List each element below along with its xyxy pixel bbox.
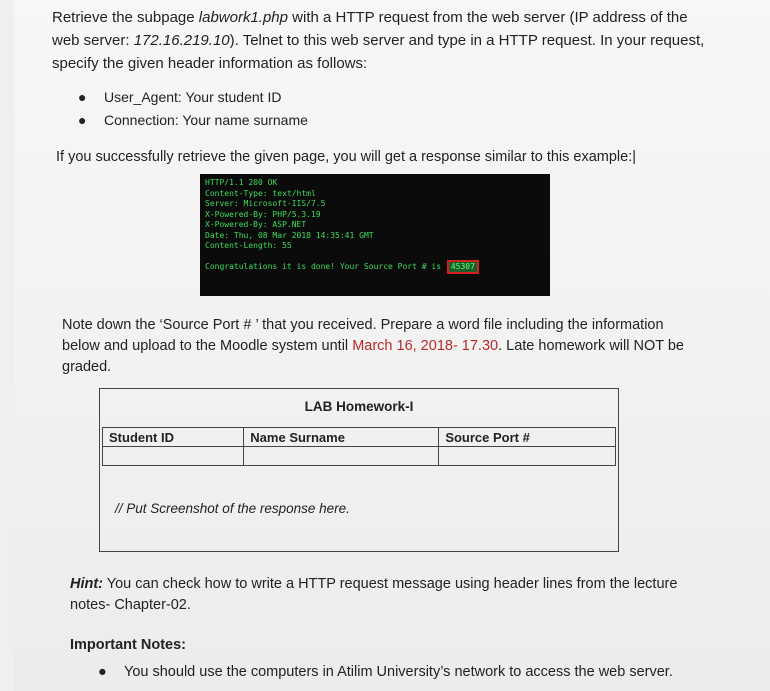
intro-text-a: Retrieve the subpage: [52, 9, 199, 26]
terminal-line: Date: Thu, 08 Mar 2018 14:35:41 GMT: [205, 230, 374, 240]
bullet-text: User_Agent: Your student ID: [104, 89, 282, 105]
source-port-highlight: 45307: [447, 260, 479, 275]
bullet-dot-icon: ●: [78, 89, 87, 105]
server-ip: 172.16.219.10: [133, 32, 230, 49]
cell-source-port: [439, 447, 616, 466]
bullet-text: Connection: Your name surname: [104, 112, 308, 128]
screenshot-placeholder-note: // Put Screenshot of the response here.: [115, 501, 350, 516]
bullet-dot-icon: ●: [78, 112, 87, 128]
terminal-line: Content-Type: text/html: [205, 188, 316, 198]
important-note-text: You should use the computers in Atilim University’s network to access the web server.: [124, 664, 673, 680]
note-text-b: . Late homework will NOT be graded.: [62, 338, 684, 375]
hint-paragraph: [70, 574, 710, 616]
header-name-surname: Name Surname: [244, 428, 439, 447]
subpage-filename: labwork1.php: [198, 9, 288, 26]
deadline-date: March 16, 2018- 17.30: [352, 338, 499, 354]
table-row: [103, 447, 616, 466]
homework-template-box: [99, 388, 619, 552]
table-row: [103, 428, 616, 447]
intro-text-c: ). Telnet to this web server and type in a HTTP request. In your request, specify the given header information as follows:: [52, 32, 705, 72]
bullet-dot-icon: ●: [98, 664, 107, 680]
terminal-congrats-line: [205, 260, 550, 275]
header-student-id: Student ID: [103, 428, 244, 447]
note-paragraph: [62, 315, 702, 378]
hint-text: You can check how to write a HTTP request message using header lines from the lecture notes- Chapter-02.: [70, 576, 678, 613]
congrats-text: Congratulations it is done! Your Source Port # is: [205, 261, 446, 271]
important-notes-heading: Important Notes:: [70, 637, 186, 653]
terminal-line: X-Powered-By: ASP.NET: [205, 220, 307, 229]
cell-name-surname: [244, 447, 439, 466]
homework-table: [102, 427, 616, 466]
terminal-line: X-Powered-By: PHP/5.3.19: [205, 209, 321, 219]
document-page: [14, 0, 770, 691]
intro-paragraph: [52, 6, 712, 75]
terminal-line: HTTP/1.1 200 OK: [205, 178, 278, 187]
homework-title: LAB Homework-I: [304, 399, 414, 414]
note-text-a: Note down the ‘Source Port # ’ that you received. Prepare a word file including the information below and upload to the Moodle system until: [62, 317, 664, 354]
hint-label: Hint:: [70, 576, 104, 592]
cell-student-id: [103, 447, 244, 466]
success-paragraph: If you successfully retrieve the given page, you will get a response similar to this example:|: [56, 149, 637, 165]
header-source-port: Source Port #: [439, 428, 616, 447]
intro-text-b: with a HTTP request from the web server (IP address of the web server:: [52, 9, 688, 49]
terminal-screenshot: [200, 174, 550, 296]
terminal-line: Server: Microsoft-IIS/7.5: [205, 199, 326, 208]
terminal-line: Content-Length: 55: [205, 241, 292, 250]
